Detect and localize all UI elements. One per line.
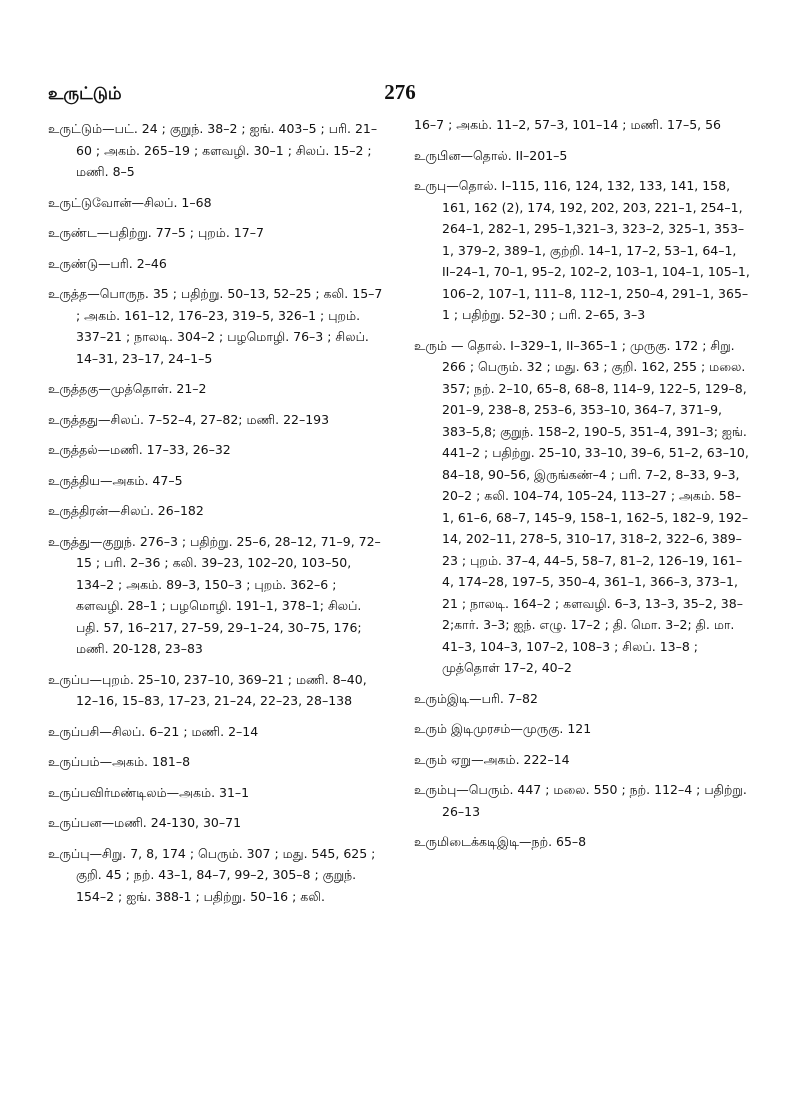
index-entry: உருண்டு—பரி. 2–46 [48, 255, 167, 271]
index-entry: 16–7 ; அகம். 11–2, 57–3, 101–14 ; மணி. 17–5, 56 [414, 117, 722, 132]
index-entry: உருப்பசி—சிலப். 6–21 ; மணி. 2–14 [48, 723, 259, 739]
running-head: உருட்டும் [48, 84, 122, 104]
index-entry: உரும்இடி—பரி. 7–82 [414, 690, 538, 706]
index-entry: உருண்ட—பதிற்று. 77–5 ; புறம். 17–7 [48, 225, 264, 240]
index-entry: உருத்தது—சிலப். 7–52–4, 27–82; மணி. 22–193 [48, 411, 330, 427]
index-entry: உருமிடைக்கடிஇடி—நற். 65–8 [414, 834, 587, 849]
index-entry: உருத்திய—அகம். 47–5 [48, 472, 183, 488]
index-entry: உரும் ஏறு—அகம். 222–14 [414, 751, 570, 767]
index-entry: உருப்பவிர்மண்டிலம்—அகம். 31–1 [48, 784, 250, 800]
index-entry: உரும் — தொல். I–329–1, II–365–1 ; முருகு. 172 ; சிறு. 266 ; பெரும். 32 ; மது. 63 ; குறி. 162, 255 ; மலை. 357; நற். 2–10, 65–8, 68–8, 114–9, 122–5, 129–8, 201–9, 238–8, 253–6, 353–10, 364–7, 371–9, 383–5,8; குறுந். 158–2, 190–5, 351–4, 391–3; ஐங். 441–2 ; பதிற்று. 25–10, 33–10, 39–6, 51–2, 63–10, 84–18, 90–56, இருங்கண்–4 ; பரி. 7–2, 8–33, 9–3, 20–2 ; கலி. 104–74, 105–24, 113–27 ; அகம். 58–1, 61–6, 68–7, 145–9, 158–1, 162–5, 182–9, 192–14, 202–11, 278–5, 310–17, 318–2, 322–6, 389–23 ; புறம். 37–4, 44–5, 58–7, 81–2, 126–19, 161–4, 174–28, 197–5, 350–4, 361–1, 366–3, 373–1, 21 ; நாலடி. 164–2 ; களவழி. 6–3, 13–3, 35–2, 38–2;கார். 3–3; ஐந். எழு. 17–2 ; தி. மொ. 3–2; தி. மா. 41–3, 104–3, 107–2, 108–3 ; சிலப். 13–8 ; முத்தொள் 17–2, 40–2 [414, 337, 749, 675]
index-entry: உருத்தகு—முத்தொள். 21–2 [48, 381, 207, 396]
index-entry: உருட்டுவோன்—சிலப். 1–68 [48, 194, 212, 210]
index-entry: உரும் இடிமுரசம்—முருகு. 121 [414, 721, 592, 736]
index-entry: உருட்டும்—பட். 24 ; குறுந். 38–2 ; ஐங். 403–5 ; பரி. 21–60 ; அகம். 265–19 ; களவழி. 30–1 ; சிலப். 15–2 ; மணி. 8–5 [48, 121, 378, 179]
right-column [414, 114, 750, 862]
index-entry: உருத்த—பொருந. 35 ; பதிற்று. 50–13, 52–25 ; கலி. 15–7 ; அகம். 161–12, 176–23, 319–5, 326–1 ; புறம். 337–21 ; நாலடி. 304–2 ; பழமொழி. 76–3 ; சிலப். 14–31, 23–17, 24–1–5 [48, 286, 383, 366]
index-entry: உருப்பு—சிறு. 7, 8, 174 ; பெரும். 307 ; மது. 545, 625 ; குறி. 45 ; நற். 43–1, 84–7, 99–2, 305–8 ; குறுந். 154–2 ; ஐங். 388-1 ; பதிற்று. 50–16 ; கலி. [48, 845, 376, 904]
index-entry: உருத்திரன்—சிலப். 26–182 [48, 503, 204, 518]
index-entry: உருப்ப—புறம். 25–10, 237–10, 369–21 ; மணி. 8–40, 12–16, 15–83, 17–23, 21–24, 22–23, 28–138 [48, 671, 367, 708]
index-entry: உருபின—தொல். II–201–5 [414, 147, 568, 163]
index-entry: உரும்பு—பெரும். 447 ; மலை. 550 ; நற். 112–4 ; பதிற்று. 26–13 [414, 782, 747, 819]
index-entry: உருப்பம்—அகம். 181–8 [48, 754, 191, 769]
left-column [48, 118, 384, 916]
index-entry: உருபு—தொல். I–115, 116, 124, 132, 133, 141, 158, 161, 162 (2), 174, 192, 202, 203, 221–1, 254–1, 264–1, 282–1, 295–1,321–3, 323–2, 325–1, 353–1, 379–2, 389–1, குற்றி. 14–1, 17–2, 53–1, 64–1, II–24–1, 70–1, 95–2, 102–2, 103–1, 104–1, 105–1, 106–2, 107–1, 111–8, 112–1, 250–4, 291–1, 365–1 ; பதிற்று. 52–30 ; பரி. 2–65, 3–3 [414, 178, 750, 322]
index-entry: உருத்து—குறுந். 276–3 ; பதிற்று. 25–6, 28–12, 71–9, 72–15 ; பரி. 2–36 ; கலி. 39–23, 102–20, 103–50, 134–2 ; அகம். 89–3, 150–3 ; புறம். 362–6 ; களவழி. 28–1 ; பழமொழி. 191–1, 378–1; சிலப். பதி. 57, 16–217, 27–59, 29–1–24, 30–75, 176; மணி. 20-128, 23–83 [48, 533, 381, 656]
index-entry: உருத்தல்—மணி. 17–33, 26–32 [48, 442, 231, 457]
page-number: 276 [384, 80, 416, 104]
index-entry: உருப்பன—மணி. 24-130, 30–71 [48, 815, 242, 830]
